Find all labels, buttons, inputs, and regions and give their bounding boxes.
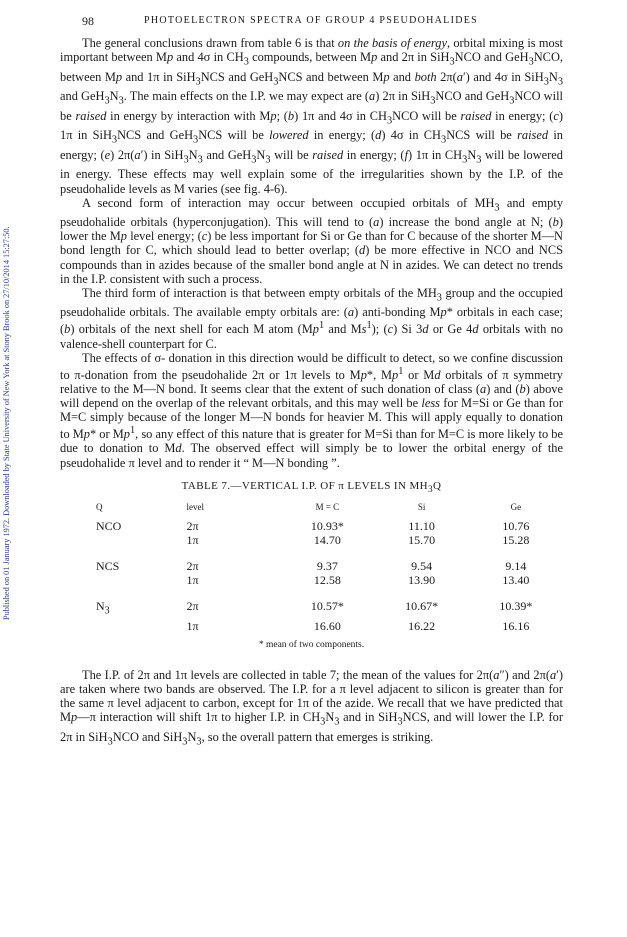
group-label bbox=[82, 573, 174, 587]
table-spacer bbox=[82, 587, 563, 599]
value-si: 11.10 bbox=[408, 519, 435, 534]
paragraph: The general conclusions drawn from table 6 is that on the basis of energy, orbital mixing is most important between Mp and 4σ in $CH_3$ compounds, between Mp and 2π in SiH$_3$NCO and GeH$_3$NCO, between Mp and 1π in SiH$_3$NCS and GeH$_3$NCS and between Mp and both 2π(a′) and 4σ in $SiH_3N_3$ and $GeH_3N_3$. The main effects on the I.P. we may expect are (a) 2π in SiH$_3$NCO and GeH$_3$NCO will be raised in energy by interaction with Mp; (b) 1π and 4σ in $CH_3NCO$ will be raised in energy; (c) 1π in SiH$_3$NCS and GeH$_3$NCS will be lowered in energy; (d) 4σ in $CH_3NCS$ will be raised in energy; (e) 2π(a′) in $SiH_3N_3$ and $GeH_3N_3$ will be raised in energy; (f) 1π in $CH_3N_3$ will be lowered in energy. These effects may well explain some of the irregularities shown by the I.P. of the pseudohalide levels as M varies (see fig. 4-6). bbox=[60, 36, 564, 196]
value-si: 15.70 bbox=[408, 533, 436, 548]
paragraph: A second form of interaction may occur between occupied orbitals of $MH_3$ and empty pseudohalide orbitals (hyperconjugation). This will tend to (a) increase the bond angle at N; (b) lower the Mp level energy; (c) be less important for Si or Ge than for C because of the shorter M—N bond length for C, which should lead to better overlap; (d) be more effective in NCO and NCS compounds than in azides because of the smaller bond angle at N in azides. We can detect no trends in the I.P. consistent with such a process. bbox=[60, 195, 564, 286]
paragraph: The third form of interaction is that between empty orbitals of the $MH_3$ group and the occupied pseudohalide orbitals. The available empty orbitals are: (a) anti-bonding Mp* orbitals in each case; (b) orbitals of the next shell for each M atom (Mp$^1$ and Ms$^1$); (c) Si 3d or Ge 4d orbitals with no valence-shell counterpart for C. bbox=[60, 285, 563, 351]
group-label: NCS bbox=[96, 559, 120, 574]
group-label bbox=[82, 533, 174, 547]
value-c: 12.58 bbox=[313, 573, 341, 588]
level-cell: 1π bbox=[186, 618, 199, 633]
table-row bbox=[82, 573, 563, 587]
value-c: 14.70 bbox=[313, 533, 341, 548]
value-c: 16.60 bbox=[313, 618, 341, 633]
value-ge: 10.76 bbox=[502, 519, 530, 534]
table-body bbox=[82, 519, 563, 633]
table-row bbox=[82, 519, 563, 533]
table-footnote: * mean of two components. bbox=[258, 639, 365, 650]
value-c: 10.57* bbox=[310, 599, 344, 614]
download-watermark-text: Published on 01 January 1972. Downloaded by State University of New York at Stony Brook on 27/10/2014 15:27:50. bbox=[2, 226, 11, 620]
value-si: 13.90 bbox=[408, 573, 436, 588]
group-label: $N_3$ bbox=[96, 599, 110, 617]
table-header-row bbox=[82, 500, 563, 519]
header-si: Si bbox=[417, 501, 426, 512]
level-cell: 2π bbox=[186, 599, 199, 614]
header-level: level bbox=[186, 501, 204, 512]
group-label: NCO bbox=[96, 519, 122, 534]
table-row bbox=[82, 619, 563, 633]
running-head: PHOTOELECTRON SPECTRA OF GROUP 4 PSEUDOHALIDES bbox=[144, 15, 478, 26]
table-spacer bbox=[82, 547, 563, 559]
level-cell: 2π bbox=[186, 559, 199, 574]
value-c: 9.37 bbox=[316, 559, 338, 574]
value-ge: 16.16 bbox=[502, 618, 530, 633]
table-caption: TABLE 7.—VERTICAL I.P. OF π LEVELS IN $MH_3Q$ bbox=[181, 479, 442, 494]
group-label bbox=[82, 619, 174, 633]
table-row bbox=[82, 559, 563, 573]
paragraph: The I.P. of 2π and 1π levels are collected in table 7; the mean of the values for 2π(a″) and 2π(a′) are taken where two bands are observed. The I.P. for a π level adjacent to silicon is greater than for the same π level adjacent to carbon, except for 1π of the azide. We recall that we have predicted that Mp—π interaction will shift 1π to higher I.P. in $CH_3N_3$ and in SiH$_3$NCS, and will lower the I.P. for 2π in SiH$_3$NCO and $SiH_3N_3$, so the overall pattern that emerges is striking. bbox=[60, 668, 563, 748]
header-q: Q bbox=[96, 501, 103, 512]
value-ge: 13.40 bbox=[502, 573, 530, 588]
table-row bbox=[82, 533, 563, 547]
value-si: 9.54 bbox=[411, 559, 433, 574]
value-ge: 10.39* bbox=[499, 599, 533, 614]
ionization-table bbox=[82, 500, 563, 633]
value-ge: 9.14 bbox=[505, 559, 527, 574]
header-ge: Ge bbox=[510, 501, 522, 512]
table-row bbox=[82, 599, 563, 618]
value-si: 10.67* bbox=[405, 599, 439, 614]
value-c: 10.93* bbox=[310, 519, 344, 534]
page-header bbox=[82, 14, 562, 30]
level-cell: 1π bbox=[186, 533, 199, 548]
article-body bbox=[60, 36, 563, 749]
value-ge: 15.28 bbox=[502, 533, 530, 548]
page-number: 98 bbox=[82, 14, 94, 28]
download-watermark bbox=[2, 60, 16, 620]
value-si: 16.22 bbox=[408, 618, 436, 633]
paragraph: The effects of σ- donation in this direction would be difficult to detect, so we confine discussion to π-donation from the pseudohalide 2π or 1π levels to Mp*, Mp$^1$ or Md orbitals of π symmetry relative to the M—N bond. It seems clear that the extent of such donation of class (a) and (b) above will depend on the overlap of the relevant orbitals, and this may well be less for M=Si or Ge than for M=C simply because of the longer M—N bonds for heavier M. This will apply equally to donation to Mp* or Mp$^1$, so any effect of this nature that is greater for M=Si than for M=C is more likely to be due to donation to Md. The observed effect will simply be to lower the orbital energy of the pseudohalide π level and to render it “ M—N bonding ”. bbox=[60, 350, 564, 470]
header-c: M = C bbox=[315, 501, 340, 512]
level-cell: 1π bbox=[186, 573, 199, 588]
level-cell: 2π bbox=[186, 519, 199, 534]
